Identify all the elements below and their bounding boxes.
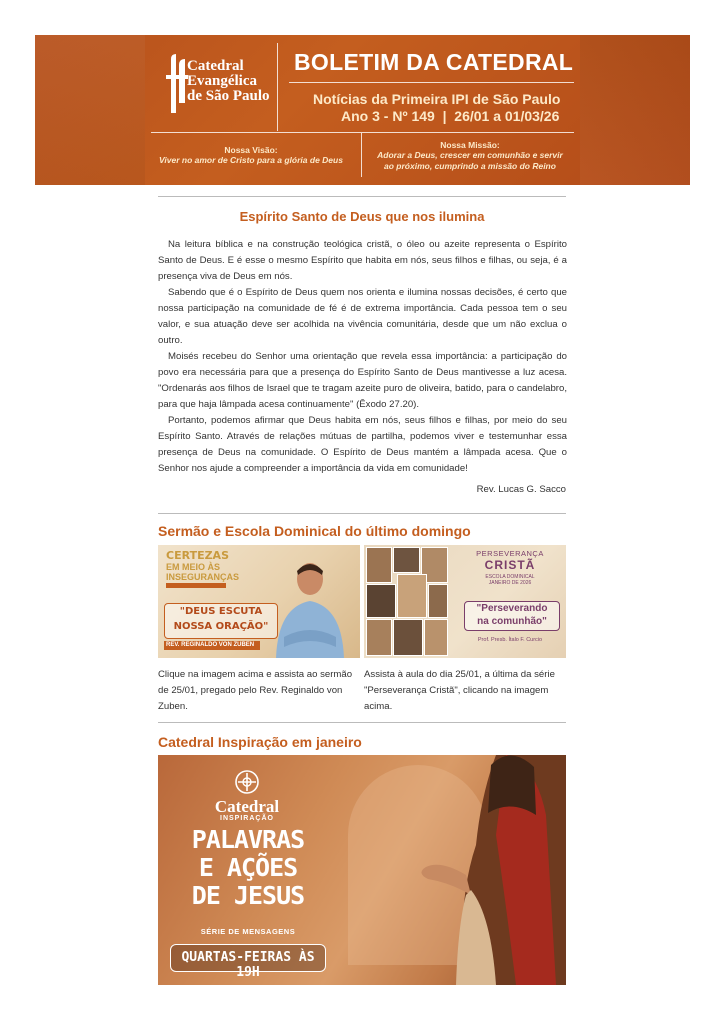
banner-headline-line-3: DE JESUS [191,881,305,910]
thumb2-series-line-4: JANEIRO DE 2026 [488,580,532,586]
thumb1-author: REV. REGINALDO VON ZUBEN [166,642,255,648]
thumb2-series-line-3: ESCOLA DOMINICAL [485,574,535,580]
vision-label: Nossa Visão: [224,145,278,155]
divider [158,722,566,723]
thumb1-series-line-3: INSEGURANÇAS [166,572,240,582]
collage-photo [393,619,423,656]
logo-line-1: Catedral [187,58,244,74]
sunday-school-caption: Assista à aula do dia 25/01, a última da série "Perseverança Cristã", clicando na imagem acima. [364,669,555,712]
sermon-video-thumbnail[interactable] [158,545,360,658]
banner-headline-line-1: PALAVRAS [191,825,305,854]
thumb2-quote-line-2: na comunhão" [477,616,547,627]
issue-info: Ano 3 - Nº 149 | 26/01 a 01/03/26 [341,108,560,124]
logo-line-3: de São Paulo [187,88,270,104]
article-paragraph: Na leitura bíblica e na construção teológica cristã, o óleo ou azeite representa o Espírito Santo de Deus. E é esse o mesmo Espírito que habita em nós, seus filhos e filhas, ou seja, é a presença viva de Deus em nós. [158,239,567,282]
banner-brand: Catedral [214,797,280,816]
banner-brand-sub: INSPIRAÇÃO [220,815,274,822]
sunday-school-video-thumbnail[interactable] [364,545,566,658]
mission-label: Nossa Missão: [440,140,500,150]
thumb1-quote-line-2: NOSSA ORAÇÃO" [173,621,269,632]
header-divider-bottom [151,132,574,133]
collage-photo [366,584,396,618]
banner-series-label: SÉRIE DE MENSAGENS [200,927,296,936]
article-title: Espírito Santo de Deus que nos ilumina [239,209,485,224]
divider [158,196,566,197]
newsletter-subtitle: Notícias da Primeira IPI de São Paulo [313,91,561,107]
thumb2-photo-collage [366,547,448,656]
newsletter-header [35,35,690,185]
thumb2-quote-line-1: "Perseverando [476,603,548,614]
collage-photo [366,619,392,656]
thumb2-series-line-1: PERSEVERANÇA [476,549,544,558]
inspiracao-banner[interactable] [158,755,566,985]
thumb1-series-line-2: EM MEIO ÀS [166,562,221,572]
article-paragraph: Portanto, podemos afirmar que Deus habita em nós, seus filhos e filhas, por meio do seu Espírito Santo. Através de relações mútuas de partilha, podemos viver e testemunhar essa presença de Deus na comunidade. O Espírito de Deus mantém a lâmpada acesa. Que o Senhor nos ajude a compreender a importância da vida em comunidade! [158,415,567,474]
banner-schedule: QUARTAS-FEIRAS ÀS 19H [181,950,315,980]
article-body [158,237,567,477]
jesus-figure-illustration [346,755,566,985]
mission-text [365,150,575,172]
logo-line-2: Evangélica [187,73,257,89]
thumb2-author: Prof. Presb. Ítalo F. Curcio [477,637,543,643]
collage-photo [424,619,448,656]
preacher-photo [270,557,350,658]
thumb2-series-line-2: CRISTÃ [484,558,536,572]
banner-headline-line-2: E AÇÕES [198,853,298,882]
cathedral-logo-icon [165,53,189,115]
sermon-section-title: Sermão e Escola Dominical do último domingo [158,523,471,539]
collage-photo [366,547,392,583]
logo-text [187,59,270,104]
mission-text-line-2: ao próximo, cumprindo a missão do Reino [384,161,556,171]
vision-text: Viver no amor de Cristo para a glória de Deus [159,155,343,165]
divider [158,513,566,514]
article-paragraph: Sabendo que é o Espírito de Deus quem nos orienta e ilumina nossas decisões, é certo que nossa participação na comunidade de fé é de extrema importância. Cada pessoa tem o seu valor, e sua atuação deve ser acolhida na vivência comunitária, desde que um não exclua o outro. [158,287,567,346]
cathedral-emblem-icon [234,769,260,795]
header-divider [289,82,574,83]
article-paragraph: Moisés recebeu do Senhor uma orientação que revela essa importância: a participação do povo era necessária para que a presença do Espírito Santo de Deus mantivesse a luz acesa. "Ordenarás aos filhos de Israel que te tragam azeite puro de oliveira, batido, para o candelabro, para que haja lâmpada acesa continuamente" (Êxodo 27.20). [158,351,567,410]
collage-photo [397,574,427,618]
mission-text-line-1: Adorar a Deus, crescer em comunhão e servir [377,150,563,160]
article-signature: Rev. Lucas G. Sacco [476,484,566,495]
inspiracao-section-title: Catedral Inspiração em janeiro [158,734,362,750]
collage-photo [393,547,420,573]
thumb1-accent-bar [166,583,226,588]
sermon-caption: Clique na imagem acima e assista ao sermão de 25/01, pregado pelo Rev. Reginaldo von Zuben. [158,669,353,712]
thumb1-series-line-1: CERTEZAS [166,549,229,562]
collage-photo [428,584,448,618]
thumb1-quote-line-1: "DEUS ESCUTA [179,606,263,617]
header-divider-vertical [277,43,278,131]
vision-mission-divider [361,133,362,177]
cathedral-logo [165,53,285,125]
newsletter-title: BOLETIM DA CATEDRAL [294,49,574,75]
